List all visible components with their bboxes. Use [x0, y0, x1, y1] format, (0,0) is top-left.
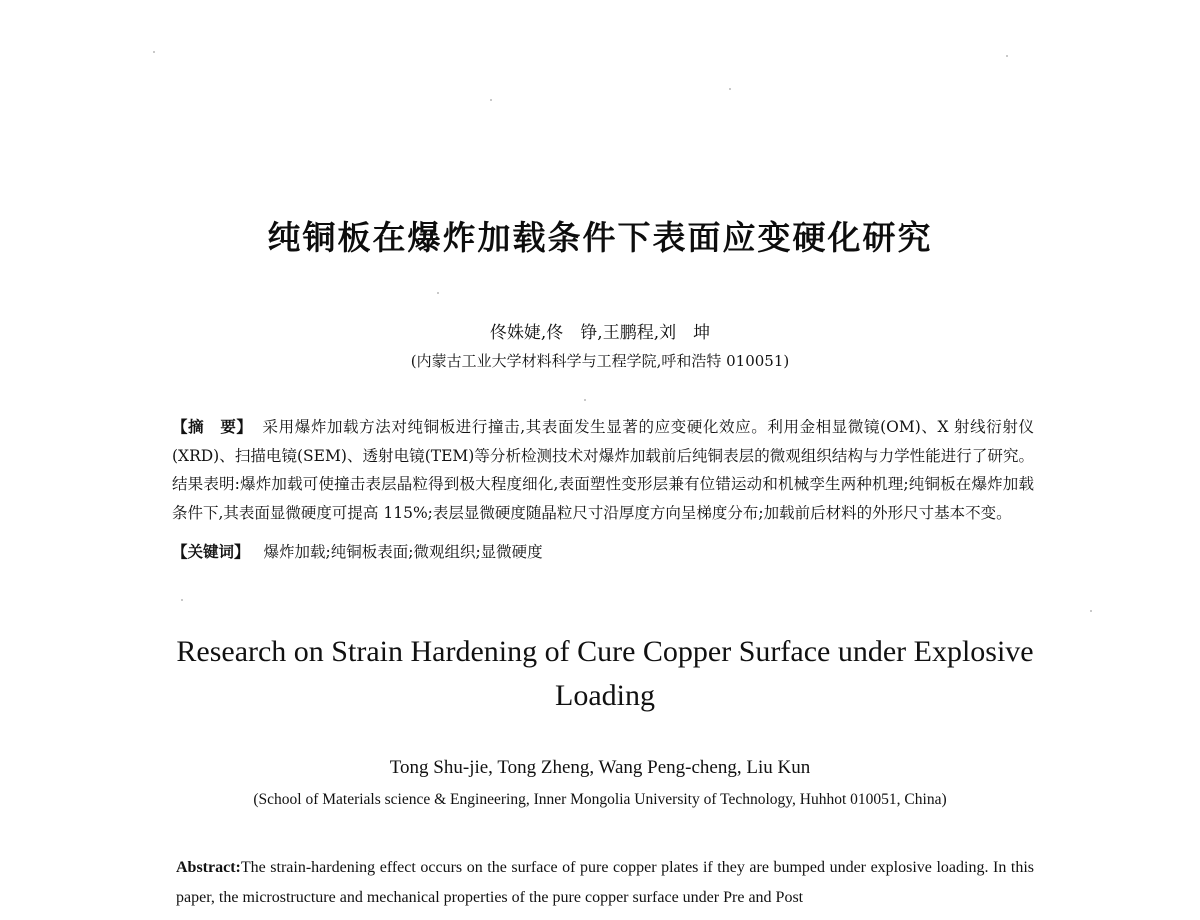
english-title: Research on Strain Hardening of Cure Copper Surface under Explosive Loading	[176, 635, 1034, 712]
chinese-authors: 佟姝婕,佟 铮,王鹏程,刘 坤	[489, 323, 711, 343]
chinese-keywords-label: 【关键词】	[172, 543, 250, 561]
english-abstract	[176, 853, 1034, 913]
scan-speck	[490, 99, 492, 101]
chinese-abstract-text: 采用爆炸加载方法对纯铜板进行撞击,其表面发生显著的应变硬化效应。利用金相显微镜(OM)、X 射线衍射仪(XRD)、扫描电镜(SEM)、透射电镜(TEM)等分析检测技术对爆炸加载前后纯铜表层的微观组织结构与力学性能进行了研究。结果表明:爆炸加载可使撞击表层晶粒得到极大程度细化,表面塑性变形层兼有位错运动和机械孪生两种机理;纯铜板在爆炸加载条件下,其表面显微硬度可提高 115%;表层显微硬度随晶粒尺寸沿厚度方向呈梯度分布;加载前后材料的外形尺寸基本不变。	[172, 418, 1034, 522]
chinese-abstract-label: 【摘 要】	[172, 418, 253, 436]
scan-speck	[1006, 55, 1008, 57]
scan-speck	[437, 292, 439, 294]
english-abstract-text: The strain-hardening effect occurs on the surface of pure copper plates if they are bumped under explosive loading. In this paper, the microstructure and mechanical properties of the pure copper surface under Pre and Post	[176, 859, 1034, 906]
english-abstract-label: Abstract:	[176, 859, 241, 876]
chinese-affiliation: (内蒙古工业大学材料科学与工程学院,呼和浩特 010051)	[410, 352, 790, 370]
english-affiliation: (School of Materials science & Engineering, Inner Mongolia University of Technology, Huhhot 010051, China)	[253, 791, 947, 808]
chinese-title: 纯铜板在爆炸加载条件下表面应变硬化研究	[267, 218, 933, 257]
scan-speck	[1090, 610, 1092, 612]
chinese-keywords-text: 爆炸加载;纯铜板表面;微观组织;显微硬度	[263, 543, 543, 561]
scan-speck	[181, 599, 183, 601]
english-authors: Tong Shu-jie, Tong Zheng, Wang Peng-cheng, Liu Kun	[389, 757, 811, 778]
chinese-keywords	[172, 538, 1034, 566]
scan-speck	[153, 51, 155, 53]
scan-speck	[584, 399, 586, 401]
chinese-abstract	[172, 413, 1034, 527]
scan-speck	[729, 88, 731, 90]
